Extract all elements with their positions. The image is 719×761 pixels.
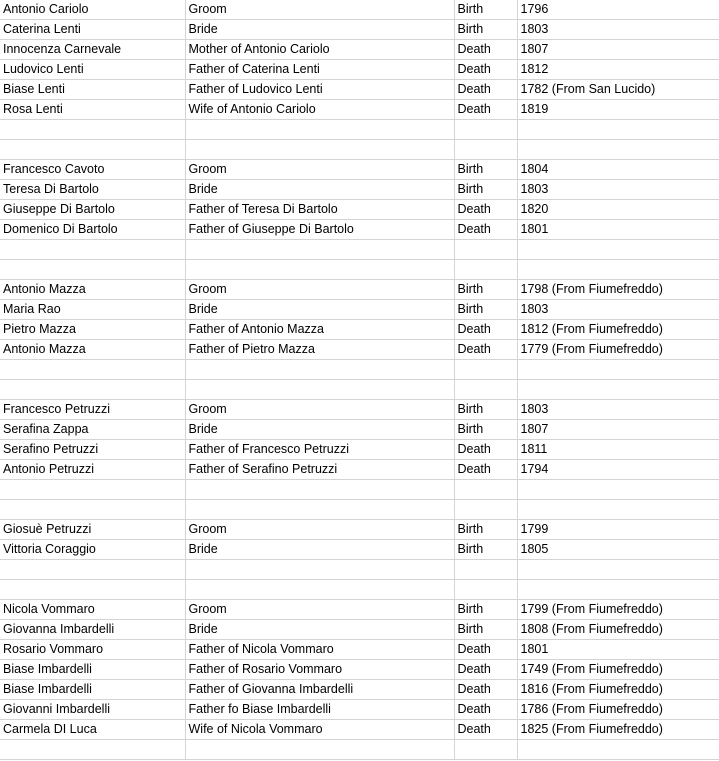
year-cell[interactable]: 1803 <box>517 180 719 200</box>
table-row <box>0 160 719 180</box>
relation-cell[interactable]: Groom <box>185 520 454 540</box>
table-row <box>0 100 719 120</box>
table-row <box>0 120 719 140</box>
year-cell[interactable] <box>517 740 719 760</box>
name-cell[interactable]: Giovanna Imbardelli <box>0 620 185 640</box>
table-row <box>0 440 719 460</box>
table-row <box>0 420 719 440</box>
name-cell[interactable]: Innocenza Carnevale <box>0 40 185 60</box>
event-cell[interactable]: Death <box>454 700 517 720</box>
table-row <box>0 20 719 40</box>
table-row <box>0 400 719 420</box>
relation-cell[interactable]: Father of Serafino Petruzzi <box>185 460 454 480</box>
event-cell[interactable]: Death <box>454 660 517 680</box>
relation-cell[interactable]: Groom <box>185 400 454 420</box>
relation-cell[interactable] <box>185 120 454 140</box>
year-cell[interactable]: 1807 <box>517 40 719 60</box>
event-cell[interactable]: Death <box>454 220 517 240</box>
table-row <box>0 220 719 240</box>
event-cell[interactable]: Birth <box>454 420 517 440</box>
table-row <box>0 480 719 500</box>
name-cell[interactable]: Caterina Lenti <box>0 20 185 40</box>
relation-cell[interactable]: Bride <box>185 620 454 640</box>
year-cell[interactable]: 1786 (From Fiumefreddo) <box>517 700 719 720</box>
name-cell[interactable]: Antonio Mazza <box>0 340 185 360</box>
table-row <box>0 340 719 360</box>
table-row <box>0 40 719 60</box>
name-cell[interactable] <box>0 580 185 600</box>
table-row <box>0 200 719 220</box>
relation-cell[interactable]: Father of Caterina Lenti <box>185 60 454 80</box>
name-cell[interactable] <box>0 500 185 520</box>
year-cell[interactable]: 1779 (From Fiumefreddo) <box>517 340 719 360</box>
table-row <box>0 680 719 700</box>
table-row <box>0 320 719 340</box>
event-cell[interactable]: Death <box>454 720 517 740</box>
name-cell[interactable]: Pietro Mazza <box>0 320 185 340</box>
name-cell[interactable]: Serafina Zappa <box>0 420 185 440</box>
table-row <box>0 380 719 400</box>
table-row <box>0 660 719 680</box>
year-cell[interactable]: 1782 (From San Lucido) <box>517 80 719 100</box>
year-cell[interactable]: 1749 (From Fiumefreddo) <box>517 660 719 680</box>
table-row <box>0 620 719 640</box>
event-cell[interactable]: Birth <box>454 300 517 320</box>
name-cell[interactable]: Biase Imbardelli <box>0 680 185 700</box>
name-cell[interactable]: Rosario Vommaro <box>0 640 185 660</box>
event-cell[interactable]: Birth <box>454 400 517 420</box>
table-row <box>0 360 719 380</box>
name-cell[interactable]: Biase Lenti <box>0 80 185 100</box>
year-cell[interactable]: 1803 <box>517 20 719 40</box>
event-cell[interactable]: Birth <box>454 180 517 200</box>
event-cell[interactable] <box>454 260 517 280</box>
year-cell[interactable]: 1819 <box>517 100 719 120</box>
year-cell[interactable]: 1803 <box>517 300 719 320</box>
event-cell[interactable]: Death <box>454 340 517 360</box>
table-row <box>0 300 719 320</box>
event-cell[interactable]: Death <box>454 460 517 480</box>
year-cell[interactable]: 1799 <box>517 520 719 540</box>
relation-cell[interactable] <box>185 360 454 380</box>
relation-cell[interactable]: Wife of Antonio Cariolo <box>185 100 454 120</box>
year-cell[interactable]: 1804 <box>517 160 719 180</box>
year-cell[interactable]: 1808 (From Fiumefreddo) <box>517 620 719 640</box>
name-cell[interactable]: Giovanni Imbardelli <box>0 700 185 720</box>
event-cell[interactable] <box>454 140 517 160</box>
table-row <box>0 280 719 300</box>
name-cell[interactable] <box>0 360 185 380</box>
year-cell[interactable] <box>517 500 719 520</box>
relation-cell[interactable] <box>185 740 454 760</box>
relation-cell[interactable]: Father of Teresa Di Bartolo <box>185 200 454 220</box>
year-cell[interactable] <box>517 260 719 280</box>
name-cell[interactable]: Antonio Petruzzi <box>0 460 185 480</box>
name-cell[interactable]: Antonio Cariolo <box>0 0 185 20</box>
event-cell[interactable] <box>454 360 517 380</box>
event-cell[interactable]: Death <box>454 680 517 700</box>
year-cell[interactable]: 1811 <box>517 440 719 460</box>
relation-cell[interactable]: Groom <box>185 280 454 300</box>
relation-cell[interactable]: Wife of Nicola Vommaro <box>185 720 454 740</box>
event-cell[interactable]: Death <box>454 440 517 460</box>
table-row <box>0 740 719 760</box>
year-cell[interactable]: 1801 <box>517 640 719 660</box>
table-row <box>0 560 719 580</box>
year-cell[interactable]: 1807 <box>517 420 719 440</box>
year-cell[interactable]: 1798 (From Fiumefreddo) <box>517 280 719 300</box>
relation-cell[interactable]: Bride <box>185 20 454 40</box>
relation-cell[interactable] <box>185 240 454 260</box>
year-cell[interactable] <box>517 560 719 580</box>
event-cell[interactable] <box>454 560 517 580</box>
name-cell[interactable] <box>0 380 185 400</box>
name-cell[interactable]: Serafino Petruzzi <box>0 440 185 460</box>
year-cell[interactable]: 1825 (From Fiumefreddo) <box>517 720 719 740</box>
table-row <box>0 240 719 260</box>
year-cell[interactable]: 1801 <box>517 220 719 240</box>
table-row <box>0 60 719 80</box>
name-cell[interactable] <box>0 260 185 280</box>
event-cell[interactable]: Birth <box>454 20 517 40</box>
relation-cell[interactable]: Bride <box>185 300 454 320</box>
event-cell[interactable] <box>454 480 517 500</box>
relation-cell[interactable]: Father fo Biase Imbardelli <box>185 700 454 720</box>
year-cell[interactable]: 1812 (From Fiumefreddo) <box>517 320 719 340</box>
table-row <box>0 80 719 100</box>
relation-cell[interactable]: Father of Rosario Vommaro <box>185 660 454 680</box>
name-cell[interactable]: Ludovico Lenti <box>0 60 185 80</box>
year-cell[interactable] <box>517 480 719 500</box>
relation-cell[interactable] <box>185 560 454 580</box>
name-cell[interactable]: Carmela DI Luca <box>0 720 185 740</box>
event-cell[interactable]: Death <box>454 200 517 220</box>
name-cell[interactable] <box>0 120 185 140</box>
name-cell[interactable]: Maria Rao <box>0 300 185 320</box>
table-row <box>0 140 719 160</box>
name-cell[interactable]: Teresa Di Bartolo <box>0 180 185 200</box>
year-cell[interactable]: 1805 <box>517 540 719 560</box>
name-cell[interactable] <box>0 740 185 760</box>
table-row <box>0 180 719 200</box>
name-cell[interactable]: Giuseppe Di Bartolo <box>0 200 185 220</box>
name-cell[interactable] <box>0 480 185 500</box>
relation-cell[interactable]: Father of Giuseppe Di Bartolo <box>185 220 454 240</box>
year-cell[interactable] <box>517 580 719 600</box>
table-row <box>0 460 719 480</box>
event-cell[interactable]: Death <box>454 320 517 340</box>
relation-cell[interactable] <box>185 580 454 600</box>
relation-cell[interactable] <box>185 500 454 520</box>
relation-cell[interactable]: Father of Giovanna Imbardelli <box>185 680 454 700</box>
name-cell[interactable] <box>0 140 185 160</box>
name-cell[interactable]: Francesco Petruzzi <box>0 400 185 420</box>
year-cell[interactable] <box>517 360 719 380</box>
event-cell[interactable] <box>454 580 517 600</box>
name-cell[interactable] <box>0 240 185 260</box>
event-cell[interactable] <box>454 500 517 520</box>
relation-cell[interactable]: Father of Nicola Vommaro <box>185 640 454 660</box>
year-cell[interactable] <box>517 120 719 140</box>
name-cell[interactable]: Biase Imbardelli <box>0 660 185 680</box>
table-row <box>0 520 719 540</box>
table-row <box>0 720 719 740</box>
year-cell[interactable]: 1796 <box>517 0 719 20</box>
relation-cell[interactable]: Groom <box>185 160 454 180</box>
relation-cell[interactable] <box>185 380 454 400</box>
event-cell[interactable]: Death <box>454 40 517 60</box>
table-row <box>0 580 719 600</box>
table-row <box>0 0 719 20</box>
name-cell[interactable]: Giosuè Petruzzi <box>0 520 185 540</box>
event-cell[interactable]: Birth <box>454 280 517 300</box>
relation-cell[interactable]: Father of Ludovico Lenti <box>185 80 454 100</box>
relation-cell[interactable]: Bride <box>185 180 454 200</box>
table-row <box>0 500 719 520</box>
table-row <box>0 700 719 720</box>
event-cell[interactable] <box>454 120 517 140</box>
year-cell[interactable]: 1794 <box>517 460 719 480</box>
relation-cell[interactable] <box>185 260 454 280</box>
event-cell[interactable]: Death <box>454 100 517 120</box>
event-cell[interactable]: Birth <box>454 160 517 180</box>
event-cell[interactable] <box>454 740 517 760</box>
relation-cell[interactable]: Groom <box>185 0 454 20</box>
table-row <box>0 640 719 660</box>
relation-cell[interactable]: Groom <box>185 600 454 620</box>
event-cell[interactable]: Death <box>454 60 517 80</box>
event-cell[interactable]: Birth <box>454 600 517 620</box>
relation-cell[interactable]: Mother of Antonio Cariolo <box>185 40 454 60</box>
relation-cell[interactable]: Bride <box>185 540 454 560</box>
event-cell[interactable] <box>454 240 517 260</box>
name-cell[interactable]: Nicola Vommaro <box>0 600 185 620</box>
relation-cell[interactable]: Father of Pietro Mazza <box>185 340 454 360</box>
event-cell[interactable]: Birth <box>454 0 517 20</box>
year-cell[interactable]: 1803 <box>517 400 719 420</box>
relation-cell[interactable] <box>185 480 454 500</box>
table-row <box>0 600 719 620</box>
event-cell[interactable]: Death <box>454 80 517 100</box>
year-cell[interactable] <box>517 140 719 160</box>
year-cell[interactable]: 1799 (From Fiumefreddo) <box>517 600 719 620</box>
relation-cell[interactable]: Father of Antonio Mazza <box>185 320 454 340</box>
event-cell[interactable] <box>454 380 517 400</box>
year-cell[interactable] <box>517 380 719 400</box>
name-cell[interactable]: Rosa Lenti <box>0 100 185 120</box>
relation-cell[interactable] <box>185 140 454 160</box>
name-cell[interactable]: Antonio Mazza <box>0 280 185 300</box>
event-cell[interactable]: Birth <box>454 520 517 540</box>
year-cell[interactable] <box>517 240 719 260</box>
table-row <box>0 540 719 560</box>
name-cell[interactable]: Francesco Cavoto <box>0 160 185 180</box>
relation-cell[interactable]: Father of Francesco Petruzzi <box>185 440 454 460</box>
event-cell[interactable]: Death <box>454 640 517 660</box>
name-cell[interactable]: Vittoria Coraggio <box>0 540 185 560</box>
event-cell[interactable]: Birth <box>454 540 517 560</box>
name-cell[interactable]: Domenico Di Bartolo <box>0 220 185 240</box>
year-cell[interactable]: 1816 (From Fiumefreddo) <box>517 680 719 700</box>
year-cell[interactable]: 1812 <box>517 60 719 80</box>
name-cell[interactable] <box>0 560 185 580</box>
relation-cell[interactable]: Bride <box>185 420 454 440</box>
table-row <box>0 260 719 280</box>
event-cell[interactable]: Birth <box>454 620 517 640</box>
year-cell[interactable]: 1820 <box>517 200 719 220</box>
